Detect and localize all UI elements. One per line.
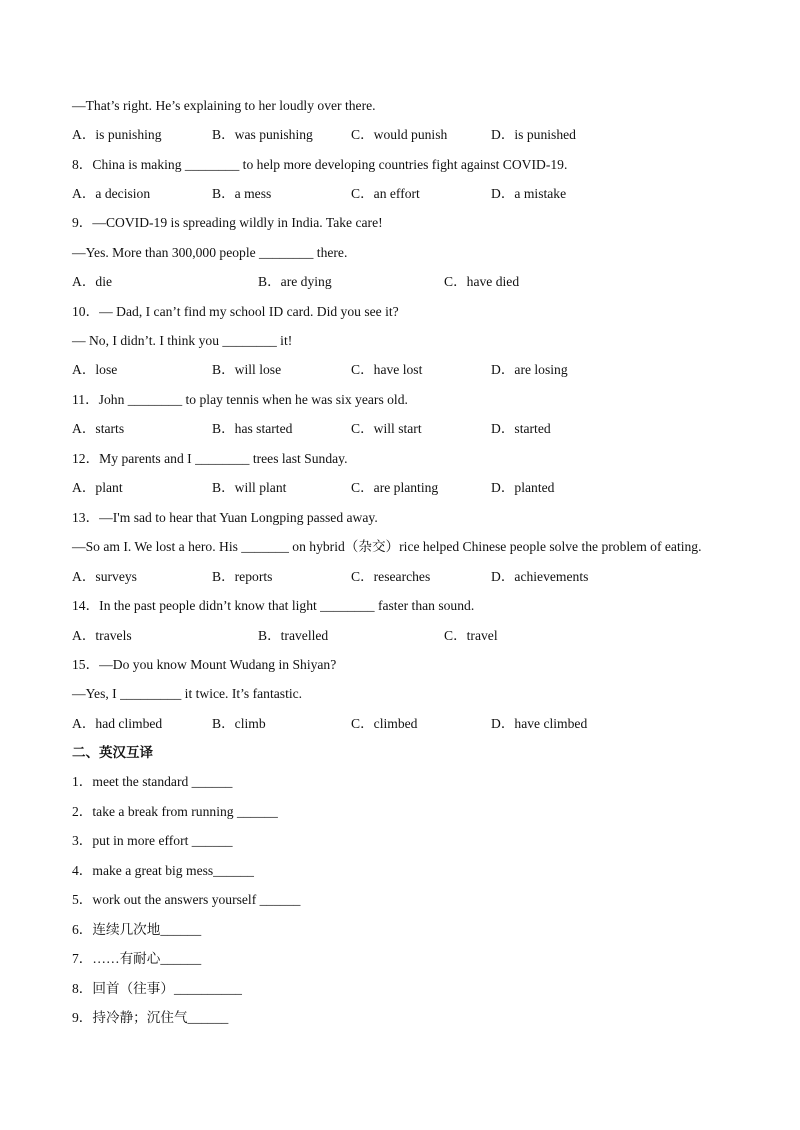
translation-item: 9．持冷静；沉住气______	[72, 1010, 229, 1025]
option-c: C．an effort	[351, 186, 420, 201]
option-b: B．a mess	[212, 186, 272, 201]
option-a: A．die	[72, 274, 113, 289]
translation-item: 1．meet the standard ______	[72, 774, 233, 789]
q9-answer-line: —Yes. More than 300,000 people ________ there.	[72, 245, 348, 260]
option-b: B．travelled	[258, 628, 329, 643]
q9-question: 9．—COVID-19 is spreading wildly in India. Take care!	[72, 215, 383, 230]
option-b: B．has started	[212, 421, 293, 436]
option-b: B．will plant	[212, 480, 287, 495]
q11-options	[72, 420, 772, 438]
q8-question: 8．China is making ________ to help more developing countries fight against COVID-19.	[72, 157, 568, 172]
translation-item: 3．put in more effort ______	[72, 833, 233, 848]
q10-question: 10．— Dad, I can’t find my school ID card. Did you see it?	[72, 304, 399, 319]
option-d: D．a mistake	[491, 186, 567, 201]
option-c: C．have lost	[351, 362, 423, 377]
option-b: B．was punishing	[212, 127, 313, 142]
translation-item: 7．……有耐心______	[72, 951, 202, 966]
option-c: C．are planting	[351, 480, 439, 495]
option-d: D．started	[491, 421, 551, 436]
option-a: A．lose	[72, 362, 118, 377]
option-c: C．travel	[444, 628, 498, 643]
q15-question: 15．—Do you know Mount Wudang in Shiyan?	[72, 657, 337, 672]
q12-options	[72, 479, 772, 497]
option-b: B．reports	[212, 569, 273, 584]
option-d: D．is punished	[491, 127, 576, 142]
option-a: A．plant	[72, 480, 123, 495]
option-d: D．planted	[491, 480, 555, 495]
q13-options	[72, 568, 772, 586]
translation-item: 6．连续几次地______	[72, 922, 202, 937]
q15-options	[72, 715, 772, 733]
translation-item: 4．make a great big mess______	[72, 863, 254, 878]
translation-item: 5．work out the answers yourself ______	[72, 892, 301, 907]
option-a: A．starts	[72, 421, 125, 436]
option-d: D．have climbed	[491, 716, 588, 731]
option-c: C．would punish	[351, 127, 448, 142]
option-d: D．are losing	[491, 362, 568, 377]
option-a: A．travels	[72, 628, 132, 643]
q7-answer-line: —That’s right. He’s explaining to her loudly over there.	[72, 98, 376, 113]
option-c: C．will start	[351, 421, 422, 436]
q15-answer-line: —Yes, I _________ it twice. It’s fantastic.	[72, 686, 303, 701]
q14-options	[72, 627, 772, 645]
q11-question: 11．John ________ to play tennis when he was six years old.	[72, 392, 408, 407]
q12-question: 12．My parents and I ________ trees last Sunday.	[72, 451, 348, 466]
q8-options	[72, 185, 772, 203]
q10-options	[72, 361, 772, 379]
q9-options	[72, 273, 772, 291]
option-b: B．will lose	[212, 362, 282, 377]
section-title: 二、英汉互译	[72, 745, 153, 761]
option-a: A．surveys	[72, 569, 137, 584]
option-c: C．have died	[444, 274, 520, 289]
q10-answer-line: — No, I didn’t. I think you ________ it!	[72, 333, 293, 348]
option-a: A．a decision	[72, 186, 151, 201]
option-b: B．are dying	[258, 274, 332, 289]
option-d: D．achievements	[491, 569, 589, 584]
option-c: C．climbed	[351, 716, 418, 731]
option-a: A．had climbed	[72, 716, 163, 731]
translation-item: 2．take a break from running ______	[72, 804, 278, 819]
option-a: A．is punishing	[72, 127, 162, 142]
q14-question: 14．In the past people didn’t know that light ________ faster than sound.	[72, 598, 475, 613]
q13-question: 13．—I'm sad to hear that Yuan Longping passed away.	[72, 510, 378, 525]
q13-answer-line: —So am I. We lost a hero. His _______ on hybrid（杂交）rice helped Chinese people solve the problem of eating.	[72, 539, 702, 554]
q7-options	[72, 126, 772, 144]
option-b: B．climb	[212, 716, 266, 731]
option-c: C．researches	[351, 569, 431, 584]
translation-item: 8．回首（往事）__________	[72, 981, 242, 996]
